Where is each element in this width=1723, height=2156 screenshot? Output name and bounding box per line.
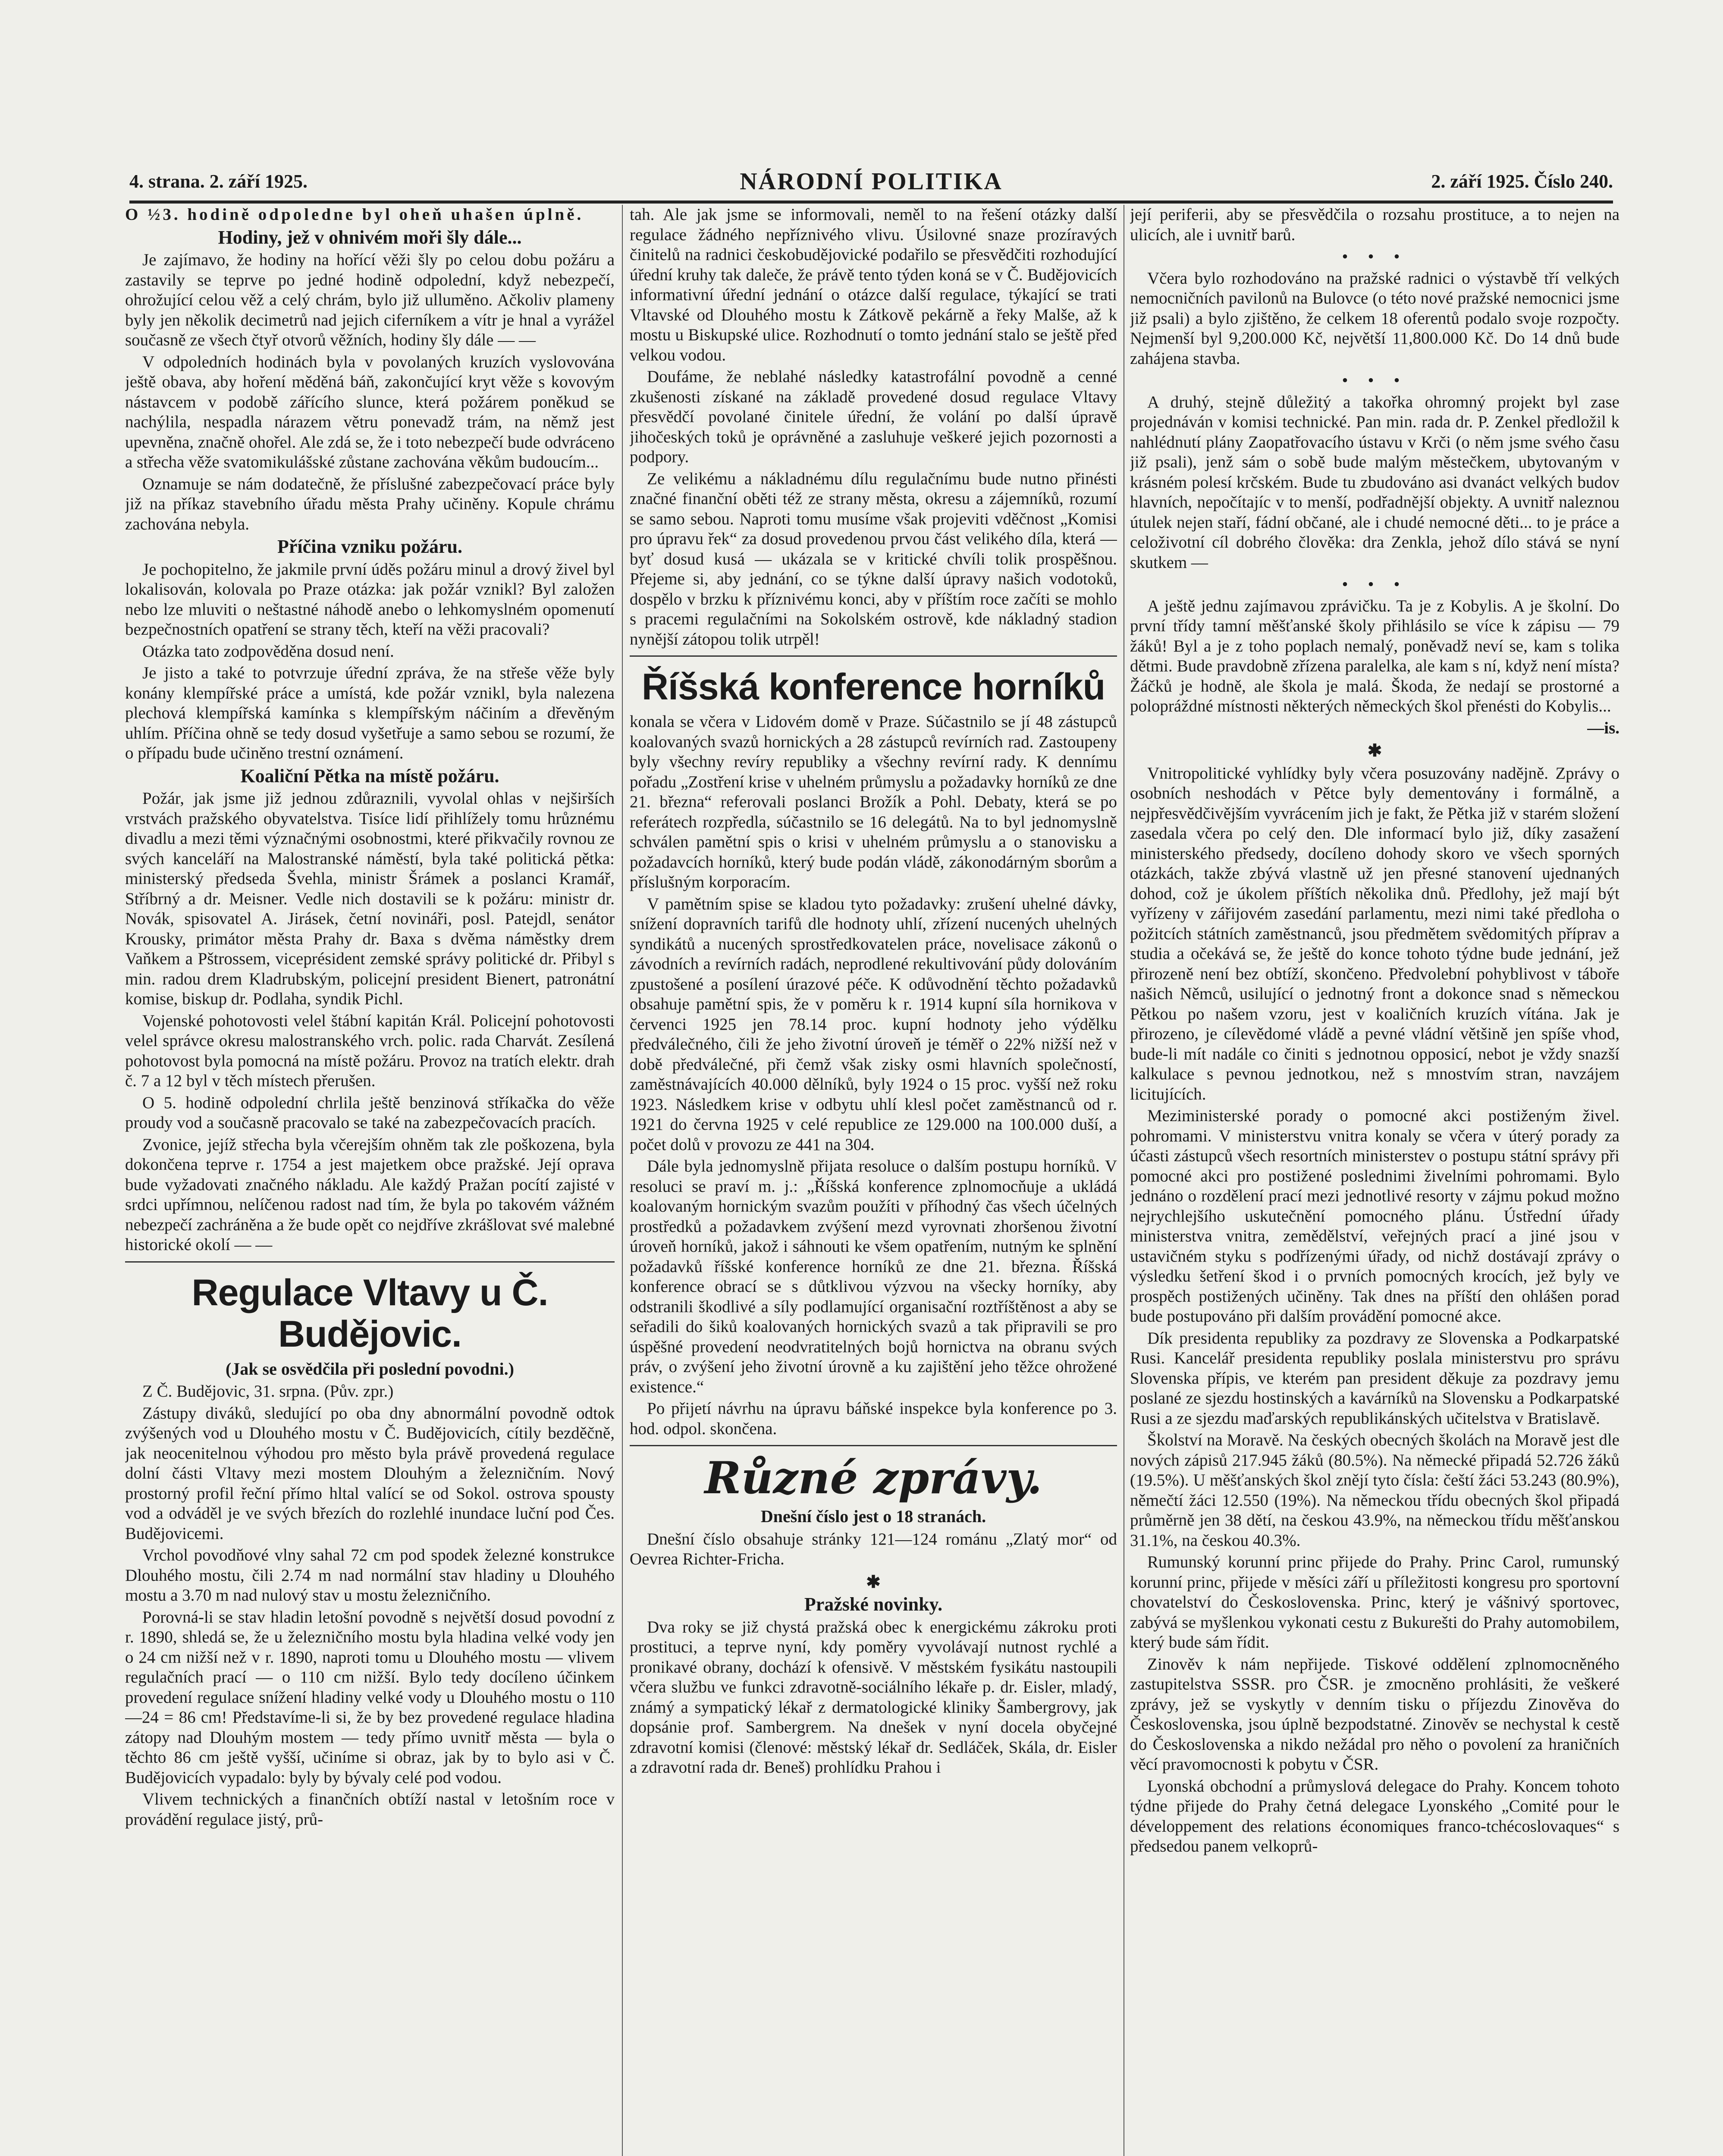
article-paragraph: O ½3. hodině odpoledne byl oheň uhašen úplně. [125,205,584,224]
article-headline: Regulace Vltavy u Č. Budějovic. [191,1272,548,1355]
article-paragraph: konala se včera v Lidovém domě v Praze. Súčastnilo se jí 48 zástupců koalovaných svazů hornických a 28 zástupců revírních rad. Zastoupeny byly všechny revíry republiky a všechny revírní rady. K dennímu pořadu „Zostření krise v uhelném průmyslu a požadavky horníků ze dne 21. března“ referovali poslanci Brožík a Pohl. Debaty, která se po referátech rozpředla, súčastnilo se 16 delegátů. Na to byl jednomyslně schválen pamětní spis o krisi v uhelném průmyslu a o stanovisku a požadavcích horníků, který bude podán vládě, zákonodárným sborům a příslušným korporacím. [630,712,1117,891]
article-paragraph: A ještě jednu zajímavou zprávičku. Ta je z Kobylis. A je školní. Do první třídy tamní měšťanské školy přihlásilo se více k zápisu — 79 žáků! Byl a je z toho poplach nemalý, poněvadž neví se, kam s tolika dětmi. Bude pravdobně zřízena paralelka, ale kam s ní, když není místa? Žáčků je hodně, ale škola je malá. Škoda, že nedají se prostorné a polopráždné místnosti některých německých škol přenésti do Kobylis... [1130,596,1619,715]
subheading: Hodiny, jež v ohnivém moři šly dále... [218,226,522,248]
subheading: Koaliční Pětka na místě požáru. [240,765,499,787]
section-headline: Různé zprávy. [704,1452,1042,1504]
article-paragraph: A druhý, stejně důležitý a takořka ohromný projekt byl zase projednáván v komisi technické. Pan min. rada dr. P. Zenkel předložil k nahlédnutí plány Zaopatřovacího ústavu v Krči (o něm jsme svého času již psali), jenž sám o sobě bude malým městečkem, ubytovaným v krásném polesí krčském. Bude tu zbudováno asi dvanáct velkých budov hlavních, nepočítajíc v to menší, podřadnější objekty. A uvnitř naleznou útulek nejen staří, fádní občané, ale i chudé nemocné děti... to je práce a celoživotní cíl dobrého člověka: dra Zenkla, jehož dílo stává se nyní skutkem — [1130,392,1619,572]
article-paragraph: Vlivem technických a finančních obtíží nastal v letošním roce v provádění regulace jistý, prů- [125,1790,615,1829]
article-paragraph: Je zajímavo, že hodiny na hořící věži šly po celou dobu požáru a zastavily se teprve po jedné hodině odpolední, když nebezpečí, ohrožující celou věž a celý chrám, bylo již ulluměno. Ačkoliv plameny byly jen několik decimetrů nad jejich ciferníkem a vítr je hnal a vyrážel současně ze všech čtyř otvorů věžních, hodiny šly dále — — [125,251,615,349]
article-paragraph: Rumunský korunní princ přijede do Prahy. Princ Carol, rumunský korunní princ, přijede v měsíci září u příležitosti kongresu pro sportovní chovatelství do Československa. Princ, který je vášnivý sportovec, zabývá se myšlenkou vykonati cestu z Bukurešti do Prahy automobilem, který bude sám řídit. [1130,1553,1619,1651]
column-2 [630,205,1117,2156]
article-paragraph: Oznamuje se nám dodatečně, že příslušné zabezpečovací práce byly již na příkaz stavebního úřadu města Prahy učiněny. Kopule chrámu zachována nebyla. [125,474,615,533]
article-paragraph: Vrchol povodňové vlny sahal 72 cm pod spodek železné konstrukce Dlouhého mostu, čili 2.74 m nad normální stav hladiny u Dlouhého mostu a 3.70 m nad nulový stav u mostu železničního. [125,1546,615,1604]
header-issue-number: 2. září 1925. Číslo 240. [1431,171,1613,192]
article-paragraph: Zinověv k nám nepřijede. Tiskové oddělení zplnomocněného zastupitelstva SSSR. pro ČSR. je zmocněno prohlásiti, že veškeré zprávy, jež se vyskytly v denním tisku o příjezdu Zinověva do Československa, jsou úplně bezpodstatné. Zinověv se nechystal k cestě do Československa a nikdo nežádal pro něho o povolení za hraničních věcí pravomocnosti k pobytu v ČSR. [1130,1655,1619,1774]
article-paragraph: Dnešní číslo obsahuje stránky 121—124 románu „Zlatý mor“ od Oevrea Richter-Fricha. [630,1529,1117,1568]
article-paragraph: V pamětním spise se kladou tyto požadavky: zrušení uhelné dávky, snížení dopravních tarifů dle hodnoty uhlí, zřízení nucených uhelných syndikátů a nucených sprostředkovatelen práce, novelisace zákonů o závodních a revírních radách, neprodlené rekultivování půdy dolováním zpustošené a posílení úrazové péče. K odůvodnění těchto požadavků obsahuje pamětní spis, že v poměru k r. 1914 kupní síla hornikova v červenci 1925 jen 78.14 proc. kupní hodnoty jeho výdělku předválečného, čili že jeho životní úroveň je téměř o 22% nižší než v době předválečné, při čemž však zisky osmi hlavních společností, zaměstnávajících 40.000 dělníků, byly 1924 o 15 proc. vyšší než roku 1923. Následkem krise v odbytu uhlí klesl počet zaměstnanců od r. 1921 do června 1925 v celé republice ze 129.000 na 100.000 duší, a počet dolů v provozu ze 441 na 304. [630,894,1117,1154]
separator-star: ✱ [866,1572,881,1592]
section-divider [630,655,1117,657]
article-paragraph: Porovná-li se stav hladin letošní povodně s největší dosud povodní z r. 1890, shledá se, že u železničního mostu byla hladina velké vody jen o 24 cm nižší než v r. 1890, naproti tomu u Dlouhého mostu — vlivem regulačních prací — o 110 cm nižší. Bylo tedy docíleno účinkem provedení regulace snížení hladiny velké vody u Dlouhého mostu o 110—24 = 86 cm! Představíme-li si, že by bez provedené regulace hladina zátopy nad Dlouhým mostem — tedy přímo uvnitř města — byla o těchto 86 cm ještě vyšší, učiníme si obraz, jak by to bylo asi v Č. Budějovicích vypadalo: byly by bývaly celé pod vodou. [125,1608,615,1787]
article-paragraph: Požár, jak jsme již jednou zdůraznili, vyvolal ohlas v nejširších vrstvách pražského obyvatelstva. Tisíce lidí přihlížely tomu hrůznému divadlu a mezi těmi význačnými osobnostmi, které přikvačily rovnou ze svých kanceláří na Malostranské náměstí, byla také politická pětka: ministerský předseda Švehla, ministr Šrámek a poslanci Kramář, Stříbrný a dr. Meisner. Vedle nich dostavili se k požáru: ministr dr. Novák, spisovatel A. Jirásek, četní novináři, posl. Patejdl, senátor Krousky, primátor města Prahy dr. Baxa s dvěma náměstky drem Vaňkem a Pštrossem, viceprésident zemské správy politické dr. Přibyl s min. radou drem Kladrubským, policejní president Bienert, patronátní komise, biskup dr. Podlaha, syndik Pichl. [125,789,615,1008]
article-paragraph: Je pochopitelno, že jakmile první úděs požáru minul a drový živel byl lokalisován, kolovala po Praze otázka: jak požár vznikl? Byl založen nebo lze mluviti o neštastné náhodě anebo o lehkomyslném opomenutí bezpečnostních opatření se strany těch, kteří na věži pracovali? [125,560,615,639]
article-dateline: Z Č. Budějovic, 31. srpna. (Pův. zpr.) [142,1382,394,1401]
newspaper-title: NÁRODNÍ POLITIKA [740,168,1003,195]
article-headline: Říšská konference horníků [641,666,1105,708]
article-paragraph: V odpoledních hodinách byla v povolaných kruzích vyslovována ještě obava, aby hoření měděná báň, zakončující kryt věže s kovovým nástavcem v podobě zářícího slunce, která požárem poněkud se nachýlila, nespadla nárazem větru ponevadž trám, na němž jest upevněna, značně ohořel. Ale zdá se, že i toto nebezpečí bude odvráceno a střecha věže svatomikulášské zůstane zachována věkům budoucím... [125,352,615,471]
article-paragraph: Lyonská obchodní a průmyslová delegace do Prahy. Koncem tohoto týdne přijede do Prahy četná delegace Lyonského „Comité pour le développement des relations économiques franco-tchécoslovaques“ s předsedou panem velkoprů- [1130,1777,1619,1855]
article-paragraph: Ze velikému a nákladnému dílu regulačnímu bude nutno přinésti značné finanční oběti též ze strany města, okresu a zájemníků, rozumí se samo sebou. Naproti tomu musíme však projeviti vděčnost „Komisi pro úpravu řek“ za dosud provedenou prvou část velikého díla, která — byť dosud kusá — ukázala se v kritické chvíli tolik prospěšnou. Přejeme si, aby jednání, co se týkne další úpravy našich vodotoků, dospělo v brzku k příznivému konci, aby v příštím roce začíti se mohlo s pracemi regulačními na Sokolském ostrově, kde nákladný stadion nynější zátopou tolik utrpěl! [630,469,1117,649]
section-divider [630,1445,1117,1446]
separator-dots: • • • [1342,247,1408,266]
article-paragraph: O 5. hodině odpolední chrlila ještě benzinová stříkačka do věže proudy vod a současně pracovalo se také na zabezpečovacích pracích. [125,1093,615,1132]
article-paragraph: Vojenské pohotovosti velel štábní kapitán Král. Policejní pohotovosti velel správce okresu malostranského vrch. polic. rada Charvát. Zesílená pohotovost byla pomocná na místě požáru. Provoz na tratích elektr. drah č. 7 a 12 byl v těch místech přerušen. [125,1011,615,1090]
article-paragraph: Dík presidenta republiky za pozdravy ze Slovenska a Podkarpatské Rusi. Kancelář presidenta republiky poslala ministerstvu pro správu Slovenska přípis, ve kterém pan president děkuje za pozdravy jemu poslané ze sjezdu hostinských a kavárníků na Slovensku a Podkarpatské Rusi a ze sjezdu maďarských republikánských učitelstva v Bratislavě. [1130,1329,1619,1428]
article-paragraph: Meziministerské porady o pomocné akci postiženým živel. pohromami. V ministerstvu vnitra konaly se včera v úterý porady za účasti zástupců všech resortních ministerstev o postupu státní správy při pomocné akci pro postižené poslednimi živelními pohromami. Bylo jednáno o rozdělení prací mezi jednotlivé resorty v zájmu pokud možno nejrychlejšího uskutečnění pomocného plánu. Ústřední úřady ministerstva vnitra, zemědělství, veřejných prací a jiné jsou v ustavičném styku s podřízenými úřady, od nichž dostávají zprávy o výsledku šetření škod i o prvních pomocných krocích, jež byly ve prospěch postižených učiněny. Tak dnes na příští den ohlášen porad bude postupováno při dalším provádění pomocné akce. [1130,1106,1619,1326]
subheading: Příčina vzniku požáru. [277,536,463,557]
article-paragraph: Doufáme, že neblahé následky katastrofální povodně a cenné zkušenosti získané na základě provedené dosud regulace Vltavy přesvědčí povolané činitele úřední, že volání po další úpravě jihočeských toků je oprávněné a zasluhuje veškeré jejich pozornosti a podpory. [630,367,1117,466]
article-paragraph: Včera bylo rozhodováno na pražské radnici o výstavbě tří velkých nemocničních pavilonů na Bulovce (o této nové pražské nemocnici jsme již psali) a bylo zjištěno, že celkem 18 oferentů podalo svoje rozpočty. Nejmenší byl 9,200.000 Kč, největší 11,800.000 Kč. Do 14 dnů bude zahájena stavba. [1130,269,1619,368]
article-paragraph: Dále byla jednomyslně přijata resoluce o dalším postupu horníků. V resoluci se praví m. j.: „Říšská konference zplnomocňuje a ukládá koalovaným hornickým svazům použíti v příhodný čas všech účelných prostředků a požadavkem zvýšení mezd vyrovnati zhoršenou životní úroveň horníků, jakož i sáhnouti ke všem opatřením, nutným ke splnění požadavků říšské konference horníků ze dne 21. března. Říšská konference obrací se s důtklivou výzvou na všecky horníky, aby odstranili škodlivé a síly podlamující organisační roztříštěnost a aby se seřadili do šiků koalovaných hornických svazů a tak připravili se pro úspěšné provedení neodvratitelných bojů hornictva na obranu svých práv, o zvýšení jeho životní úrovně a ku zajištění jeho těžce ohrožené existence.“ [630,1157,1117,1396]
article-paragraph: Po přijetí návrhu na úpravu báňské inspekce byla konference po 3. hod. odpol. skončena. [630,1399,1117,1438]
article-paragraph: Zástupy diváků, sledující po oba dny abnormální povodně odtok zvýšených vod u Dlouhého mostu v Č. Budějovicích, cítily bezděčně, jak neocenitelnou výhodou pro město byla právě provedená regulace dolní části Vltavy mezi mostem Dlouhým a železničním. Nový prostorný profil řeční přímo hltal valící se od Sokol. ostrova spousty vod a odváděl je ve svých březích do rozlehlé inundace luční pod Čes. Budějovicemi. [125,1404,615,1543]
separator-star: ✱ [1367,741,1382,760]
article-paragraph: tah. Ale jak jsme se informovali, neměl to na řešení otázky další regulace žádného nepříznivého vlivu. Úsilovné snaze prozíravých činitelů na radnici českobudějovické podařilo se přesvědčiti rozhodující úřední kruhy tak daleče, že právě tento týden koná se v Č. Budějovicích informativní úřední jednání o otázce další regulace, týkající se trati Vltavské od Dlouhého mostu k Zátkově pekárně a řeky Malše, až k mostu u Biskupské ulice. Rozhodnutí o tomto jednání stalo se ještě před velkou vodou. [630,205,1117,364]
section-divider [125,1261,615,1263]
separator-dots: • • • [1342,370,1408,390]
article-paragraph: Zvonice, jejíž střecha byla včerejším ohněm tak zle poškozena, byla dokončena teprve r. 1754 a jest majetkem obce pražské. Její oprava bude vyžadovati značného nákladu. Ale každý Pražan pocítí zajisté v srdci upřímnou, nelíčenou radost nad tím, že byla po takovém vážném nebezpečí zachráněna a že bude opět co nejdříve zkrášlovat své malebné historické okolí — — [125,1135,615,1254]
page-header [129,170,1613,204]
article-subheadline: (Jak se osvědčila při poslední povodni.) [225,1359,514,1379]
column-1 [125,205,615,2156]
article-paragraph: Dva roky se již chystá pražská obec k energickému zákroku proti prostituci, a teprve nyní, kdy poměry vyvolávají nutnost rychlé a pronikavé obrany, dochází k ofensivě. V městském fysikátu nastoupili včera službu ve funkci zdravotně-sociálního lékaře p. dr. Eisler, mladý, známý a sympatický lékař z dermatologické kliniky Šambergrovy, jak dopsánie prof. Sambergrem. Na dnešek v nyní docela obyčejné zdravotní komisi (členové: městský lékař dr. Sedláček, Skála, dr. Eisler a zdravotní rada dr. Beneš) prohlídku Prahou i [630,1617,1117,1777]
subheading: Pražské novinky. [804,1594,943,1615]
separator-dots: • • • [1342,574,1408,594]
article-paragraph: Školství na Moravě. Na českých obecných školách na Moravě jest dle nových zápisů 217.945 žáků (80.5%). Na německé připadá 52.726 žáků (19.5%). U měšťanských škol znějí tyto čísla: čeští žáci 53.243 (80.9%), němečtí žáci 12.550 (19%). Na německou třídu obecných škol připadá průměrně jen 38 dětí, na českou 43.9%, na německou třídu měšťanskou 31.1%, na českou 40.3%. [1130,1431,1619,1550]
author-signature: —is. [1587,718,1619,737]
article-paragraph: její periferii, aby se přesvědčila o rozsahu prostituce, a to nejen na ulicích, ale i uvnitř barů. [1130,205,1619,244]
subheading: Dnešní číslo jest o 18 stranách. [760,1507,986,1526]
column-rule-1 [622,205,623,2156]
article-paragraph: Vnitropolitické vyhlídky byly včera posuzovány nadějně. Zprávy o osobních neshodách v Pětce byly dementovány i formálně, a nejpřesvědčivějším vyvrácením jich je fakt, že Pětka již v starém složení zasedala včera po celý den. Dle informací bylo již, díky zasažení ministerského předsedy, docíleno dohody skoro ve všech sporných otázkách, takže zbývá vlastně už jen přesné stanovení ujednaných dohod, což je úkolem příštích několika dnů. Předlohy, jež mají být vyřízeny v zářijovém zasedání parlamentu, mezi nimi také předloha o požitcích státních zaměstnanců, jsou předmětem svědomitých příprav a studia a očekává se, že ještě do konce tohoto týdne bude jednání, jež přirozeně není bez obtíží, skončeno. Předvolební pohyblivost v táboře našich Němců, usilující o jednotný front a dokonce snad s německou Pětkou po našem vzoru, jest v koaličních kruzích vítána. Jak je přirozeno, je cílevědomé vládě a pevné vládní většině jen spíše vhod, bude-li mít nadále co činiti s jednotnou opposicí, nebot je vždy snazší kalkulace s pevnou jednotkou, než s mnostvím stran, navzájem licitujících. [1130,764,1619,1103]
header-page-date: 4. strana. 2. září 1925. [129,171,308,192]
column-3 [1130,205,1619,2156]
article-paragraph: Je jisto a také to potvrzuje úřední zpráva, že na střeše věže byly konány klempířské práce a umístá, kde požár vznikl, byla nalezena plechová klempířská kamínka s klempířským náčiním a dřevěným uhlím. Příčina ohně se tedy dosud vyšetřuje a samo sebou se rozumí, že o případu bude učiněno trestní oznámení. [125,664,615,762]
article-paragraph: Otázka tato zodpověděna dosud není. [142,642,394,661]
